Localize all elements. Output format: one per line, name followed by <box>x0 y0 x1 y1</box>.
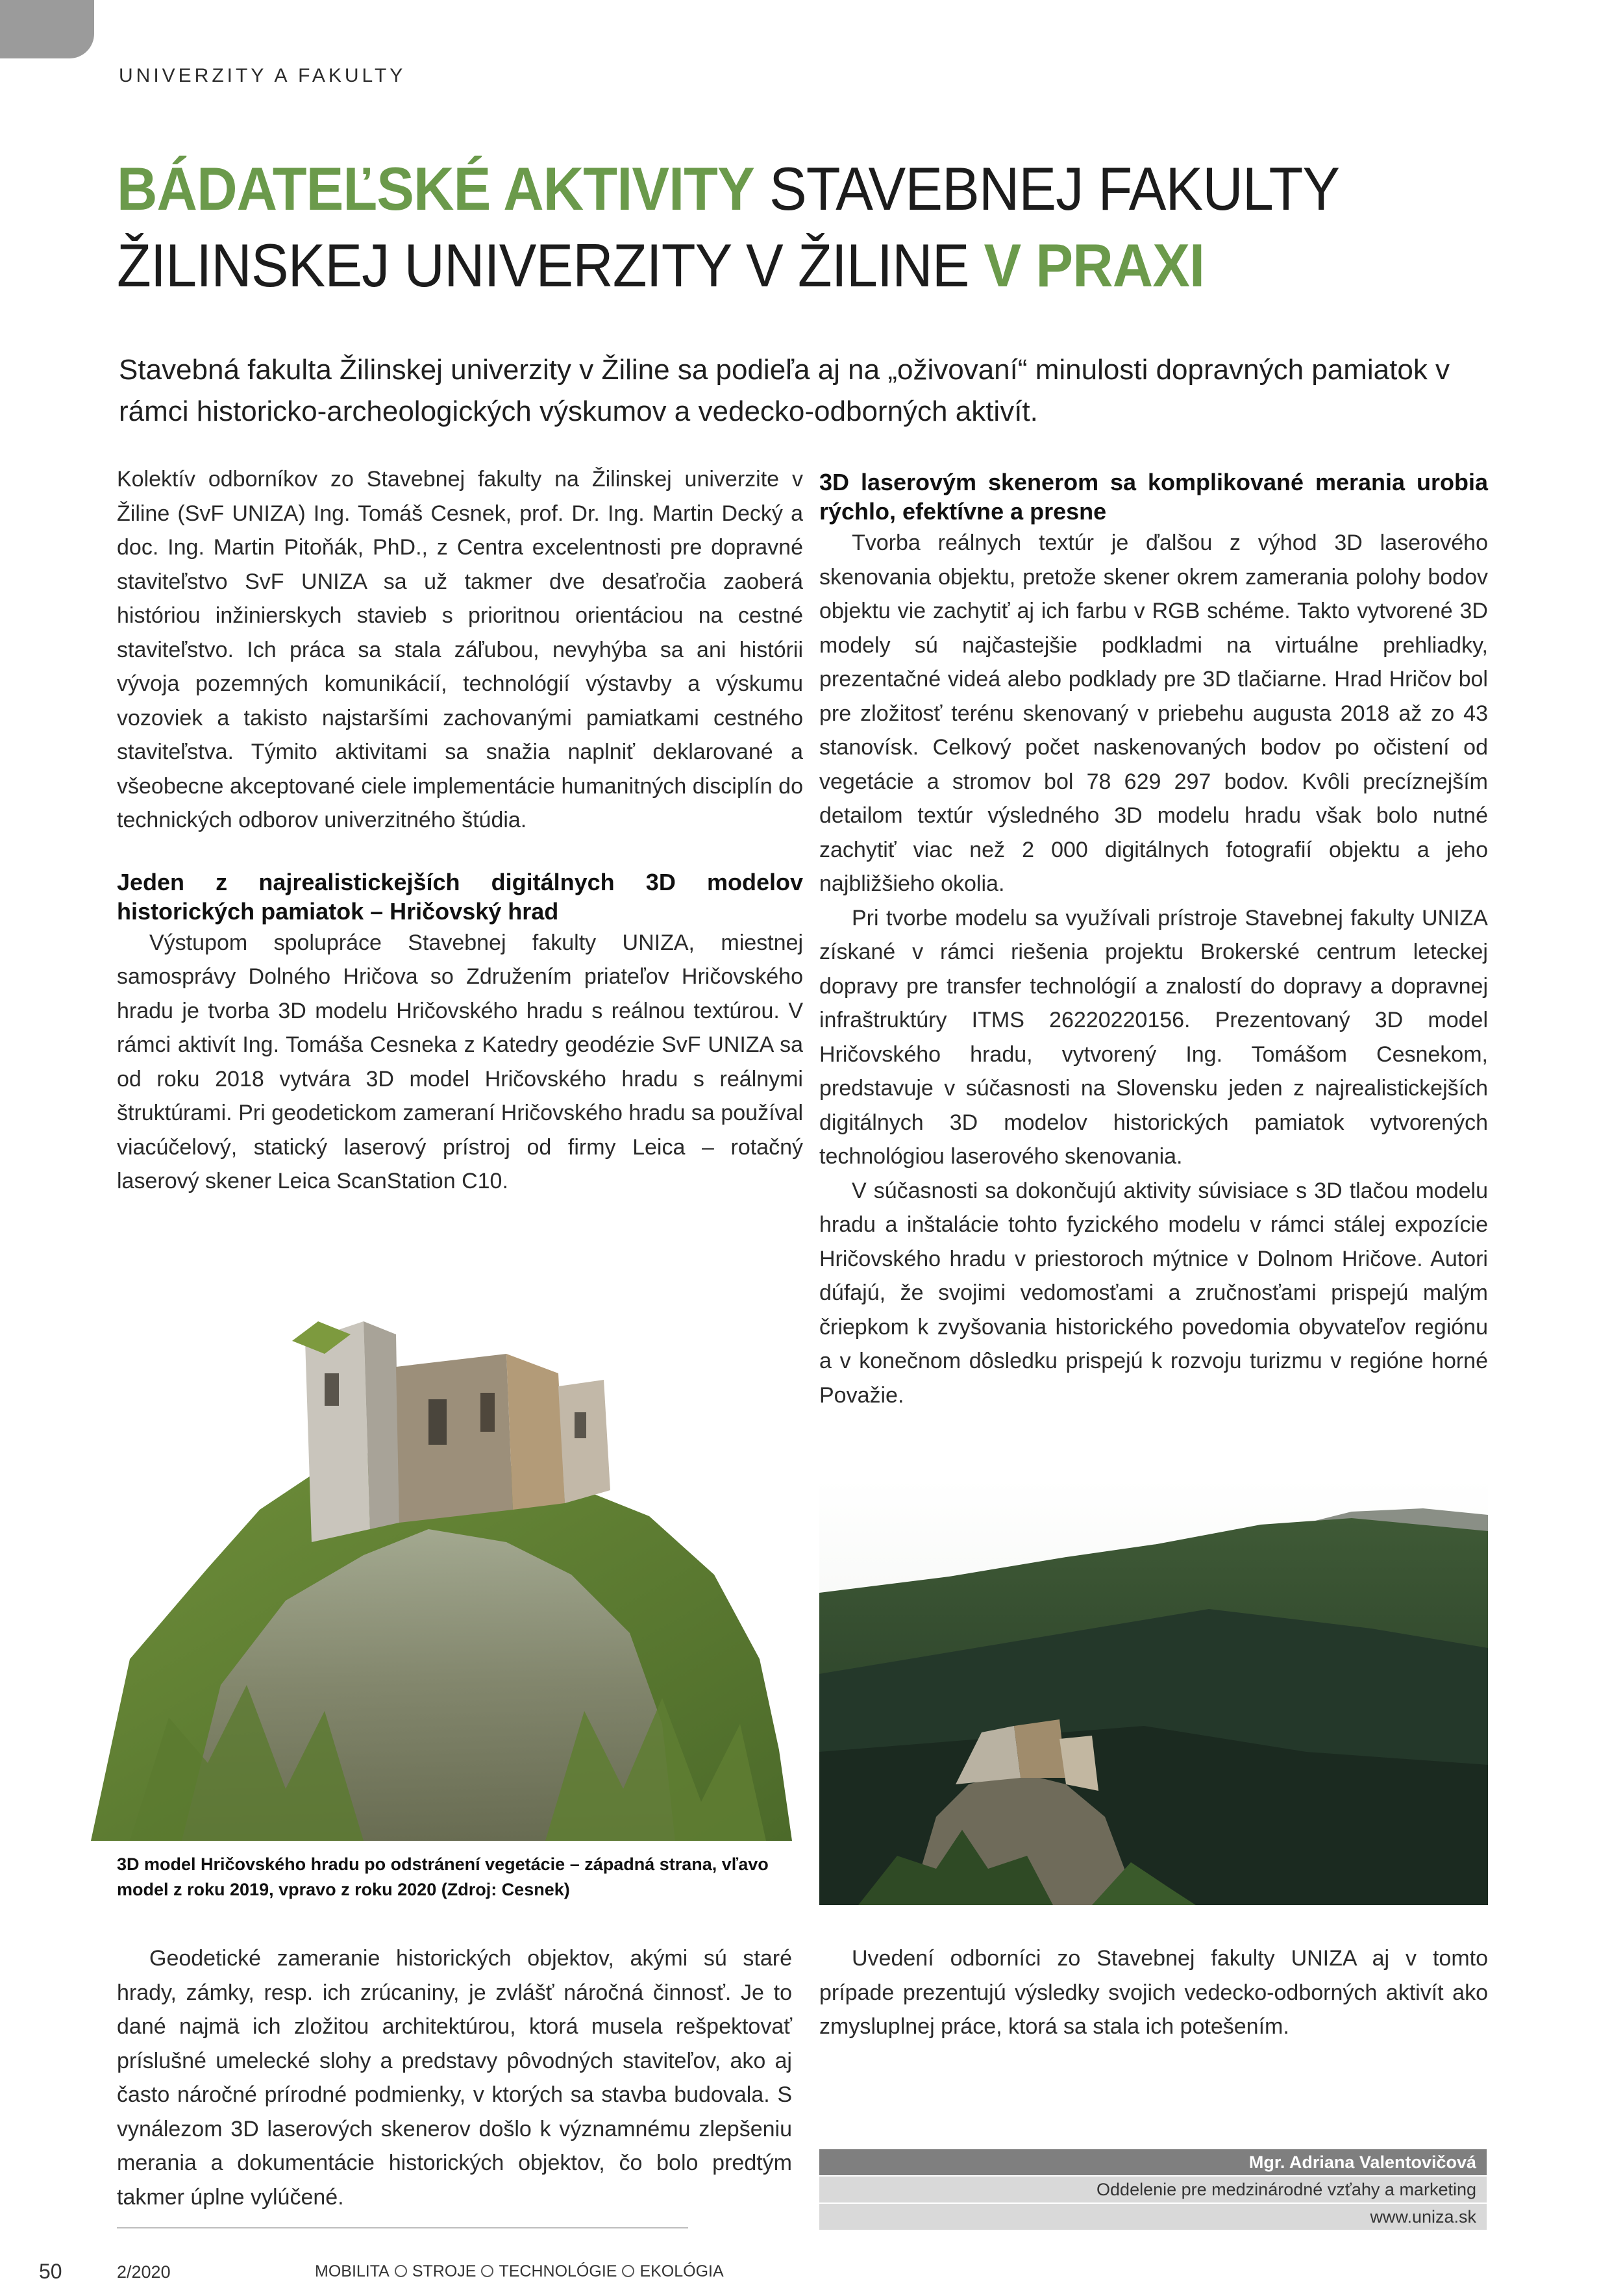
title-part-green-1: BÁDATEĽSKÉ AKTIVITY <box>117 155 754 223</box>
title-part-2: STAVEBNEJ FAKULTY <box>754 155 1340 223</box>
left-heading: Jeden z najrealistickejších digitálnych 3D modelov historických pamiatok – Hričovský hrad <box>117 868 803 925</box>
tag-mobilita: MOBILITA <box>315 2262 390 2280</box>
footer-divider <box>117 2227 688 2228</box>
castle-model-2020-image <box>819 1479 1488 1905</box>
corner-tab <box>0 0 94 58</box>
left-column <box>117 462 803 1199</box>
circle-separator-icon <box>481 2265 493 2277</box>
tag-technologie: TECHNOLÓGIE <box>499 2262 617 2280</box>
bottom-right-column <box>819 1941 1488 2044</box>
bottom-left-paragraph: Geodetické zameranie historických objektov, akými sú staré hrady, zámky, resp. ich zrúcaniny, je zvlášť náročná činnosť. Je to dané najmä ich zložitou architektúrou, ktorá musela rešpektovať príslušné umelecké slohy a predstavy pôvodných staviteľov, ako aj často náročné prírodné podmienky, v ktorých sa stavba budovala. S vynálezom 3D laserových skenerov došlo k významnému zlepšeniu merania a dokumentácie historických objektov, čo bolo predtým takmer úplne vylúčené. <box>117 1946 792 2210</box>
article-title <box>117 151 1431 304</box>
castle-model-2019-image <box>91 1295 792 1841</box>
issue-number: 2/2020 <box>117 2262 171 2282</box>
bottom-right-paragraph: Uvedení odborníci zo Stavebnej fakulty UNIZA aj v tomto prípade prezentujú výsledky svojich vedecko-odborných aktivít ako zmysluplnej práce, ktorá sa stala ich potešením. <box>819 1946 1488 2039</box>
right-heading: 3D laserovým skenerom sa komplikované merania urobia rýchlo, efektívne a presne <box>819 469 1488 525</box>
author-name: Mgr. Adriana Valentovičová <box>819 2149 1487 2175</box>
left-paragraph-1: Kolektív odborníkov zo Stavebnej fakulty na Žilinskej univerzite v Žiline (SvF UNIZA) Ing. Tomáš Cesnek, prof. Dr. Ing. Martin Decký a doc. Ing. Martin Pitoňák, PhD., z Centra excelentnosti pre dopravné staviteľstvo SvF UNIZA sa už takmer dve desaťročia zaoberá históriou inžinierskych stavieb s prioritnou orientáciou na cestné staviteľstvo. Ich práca sa stala záľubou, nevyhýba sa ani histórii vývoja pozemných komunikácií, technológií výstavby a výskumu vozoviek a takisto najstaršími zachovanými pamiatkami cestného staviteľstva. Týmito aktivitami sa snažia naplniť deklarované a všeobecne akceptované ciele implementácie humanitných disciplín do technických odborov univerzitného štúdia. <box>117 467 803 832</box>
page-number: 50 <box>39 2260 62 2283</box>
right-paragraph-2: Pri tvorbe modelu sa využívali prístroje Stavebnej fakulty UNIZA získané v rámci riešenia projektu Brokerské centrum leteckej dopravy pre transfer technológií a znalostí do dopravy a dopravnej infraštruktúry ITMS 26220220156. Prezentovaný 3D model Hričovského hradu, vytvorený Ing. Tomášom Cesnekom, predstavuje v súčasnosti na Slovensku jeden z najrealistickejších digitálnych 3D modelov historických pamiatok vytvorených technológiou laserového skenovania. <box>819 905 1488 1169</box>
right-column <box>819 468 1488 1412</box>
title-part-green-4: V PRAXI <box>969 231 1205 299</box>
tag-ekologia: EKOLÓGIA <box>639 2262 724 2280</box>
title-part-3: ŽILINSKEJ UNIVERZITY V ŽILINE <box>117 231 969 299</box>
author-website-link[interactable]: www.uniza.sk <box>819 2204 1487 2230</box>
tag-stroje: STROJE <box>412 2262 477 2280</box>
circle-separator-icon <box>395 2265 407 2277</box>
circle-separator-icon <box>622 2265 634 2277</box>
left-paragraph-2: Výstupom spolupráce Stavebnej fakulty UNIZA, miestnej samosprávy Dolného Hričova so Združením priateľov Hričovského hradu je tvorba 3D modelu Hričovského hradu s reálnou textúrou. V rámci aktivít Ing. Tomáša Cesneka z Katedry geodézie SvF UNIZA sa od roku 2018 vytvára 3D model Hričovského hradu s reálnymi štruktúrami. Pri geodetickom zameraní Hričovského hradu sa používal viacúčelový, statický laserový prístroj od firmy Leica – rotačný laserový skener Leica ScanStation C10. <box>117 930 803 1193</box>
lead-paragraph: Stavebná fakulta Žilinskej univerzity v Žiline sa podieľa aj na „oživovaní“ minulosti dopravných pamiatok v rámci historicko-archeologických výskumov a vedecko-odborných aktivít. <box>119 354 1450 427</box>
section-label: UNIVERZITY A FAKULTY <box>119 65 406 86</box>
figure-caption: 3D model Hričovského hradu po odstránení vegetácie – západná strana, vľavo model z roku 2019, vpravo z roku 2020 (Zdroj: Cesnek) <box>117 1854 769 1899</box>
right-paragraph-1: Tvorba reálnych textúr je ďalšou z výhod 3D laserového skenovania objektu, pretože skener okrem zamerania polohy bodov objektu vie zachytiť aj ich farbu v RGB schéme. Takto vytvorené 3D modely sú najčastejšie podkladmi na virtuálne prehliadky, prezentačné videá alebo podklady pre 3D tlačiarne. Hrad Hričov bol pre zložitosť terénu skenovaný v priebehu augusta 2018 až zo 43 stanovísk. Celkový počet naskenovaných bodov po očistení od vegetácie a stromov bol 78 629 297 bodov. Kvôli precíznejším detailom textúr výsledného 3D modelu hradu však bolo nutné zachytiť viac než 2 000 digitálnych fotografií objektu a jeho najbližšieho okolia. <box>819 530 1488 896</box>
author-department: Oddelenie pre medzinárodné vzťahy a marketing <box>819 2177 1487 2202</box>
bottom-left-column <box>117 1941 792 2214</box>
footer-tagline <box>315 2262 724 2281</box>
right-paragraph-3: V súčasnosti sa dokončujú aktivity súvisiace s 3D tlačou modelu hradu a inštalácie tohto fyzického modelu v rámci stálej expozície Hričovského hradu v priestoroch mýtnice v Dolnom Hričove. Autori dúfajú, že svojimi vedomosťami a zručnosťami prispejú malým čriepkom k zvyšovania historického povedomia obyvateľov regiónu a v konečnom dôsledku prispejú k rozvoju turizmu v regióne horné Považie. <box>819 1178 1488 1408</box>
